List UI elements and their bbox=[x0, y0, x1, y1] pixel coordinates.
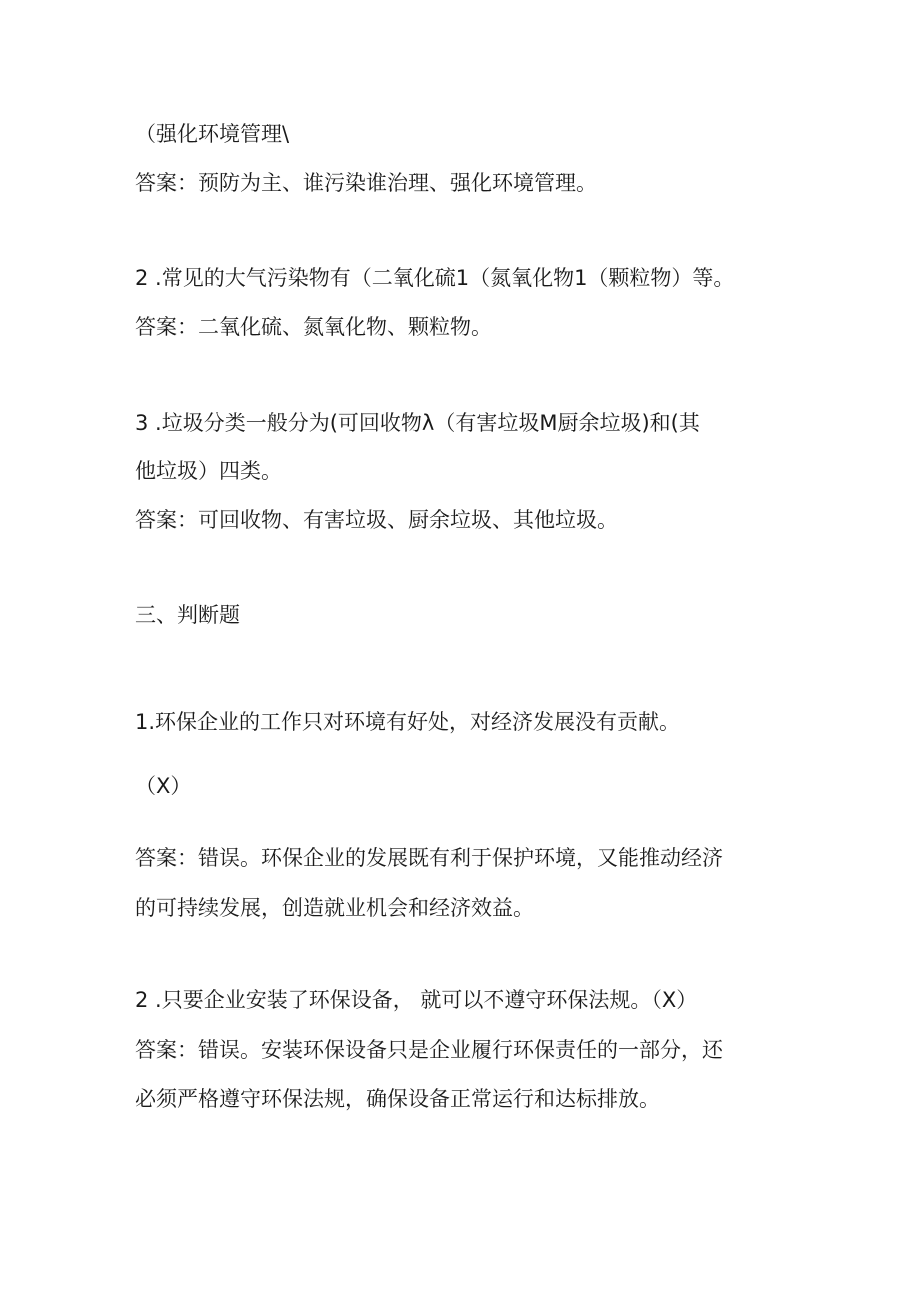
section-heading-true-false: 三、判断题 bbox=[135, 603, 240, 627]
tf2-question: 2 .只要企业安装了环保设备， 就可以不遵守环保法规。（X） bbox=[135, 988, 698, 1012]
q2-answer: 答案：二氧化硫、氮氧化物、颗粒物。 bbox=[135, 315, 492, 339]
tf1-answer-line1: 答案：错误。环保企业的发展既有利于保护环境，又能推动经济 bbox=[135, 846, 723, 870]
q3-answer: 答案：可回收物、有害垃圾、厨余垃圾、其他垃圾。 bbox=[135, 508, 618, 532]
q3-question-line1: 3 .垃圾分类一般分为(可回收物λ（有害垃圾M厨余垃圾)和(其 bbox=[135, 411, 700, 435]
tf2-answer-line1: 答案：错误。安装环保设备只是企业履行环保责任的一部分，还 bbox=[135, 1038, 723, 1062]
q2-question: 2 .常见的大气污染物有（二氧化硫1（氮氧化物1（颗粒物）等。 bbox=[135, 266, 735, 290]
q3-question-line2: 他垃圾）四类。 bbox=[135, 459, 282, 483]
tf1-answer-line2: 的可持续发展，创造就业机会和经济效益。 bbox=[135, 896, 534, 920]
q1-blank-line: （强化环境管理\ bbox=[135, 122, 290, 146]
tf2-answer-line2: 必须严格遵守环保法规，确保设备正常运行和达标排放。 bbox=[135, 1087, 660, 1111]
tf1-question: 1.环保企业的工作只对环境有好处，对经济发展没有贡献。 bbox=[135, 710, 681, 734]
q1-answer: 答案：预防为主、谁污染谁治理、强化环境管理。 bbox=[135, 171, 597, 195]
tf1-mark: （X） bbox=[135, 774, 192, 798]
